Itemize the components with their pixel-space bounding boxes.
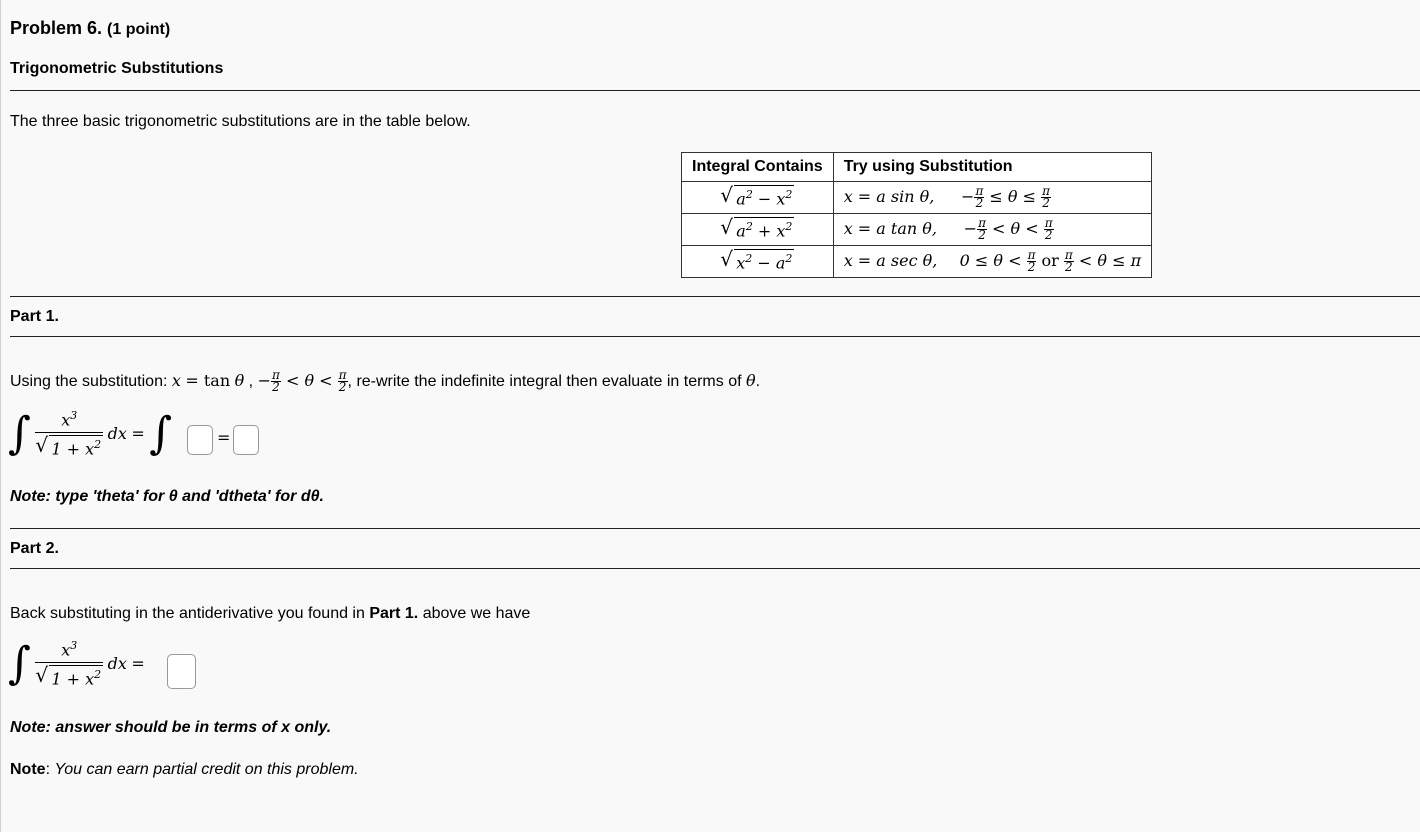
table-cell-substitution bbox=[833, 246, 1151, 278]
part2-heading: Part 2. bbox=[10, 540, 59, 557]
part2-text: Back substituting in the antiderivative you found in Part 1. above we have bbox=[10, 605, 531, 622]
partial-credit-note: Note: You can earn partial credit on this problem. bbox=[10, 761, 359, 778]
equals-sign: = bbox=[217, 428, 231, 447]
table-header-row bbox=[682, 153, 1152, 182]
divider bbox=[10, 568, 1420, 569]
part1-integrand-input[interactable] bbox=[187, 425, 213, 455]
table-header: Integral Contains bbox=[682, 153, 834, 182]
substitution-table bbox=[681, 152, 1152, 278]
intro-text: The three basic trigonometric substitutions are in the table below. bbox=[10, 113, 471, 130]
table-cell-substitution bbox=[833, 182, 1151, 214]
table-header: Try using Substitution bbox=[833, 153, 1151, 182]
divider bbox=[10, 296, 1420, 297]
part1-heading: Part 1. bbox=[10, 308, 59, 325]
page-left-border bbox=[0, 0, 1, 832]
substitution-formula: x = a tan θ, bbox=[843, 219, 937, 238]
theta-range: − $\frac{\pi}{2}$ ≤ θ ≤ $\frac{\pi}{2}$ bbox=[961, 184, 1051, 210]
substitution-formula: x = a sec θ, bbox=[843, 251, 938, 270]
table-cell-substitution bbox=[833, 214, 1151, 246]
divider bbox=[10, 528, 1420, 529]
part1-evaluated-input[interactable] bbox=[233, 425, 259, 455]
part1-instruction: Using the substitution: x = tan θ , − $\frac{\pi}{2}$ < θ < $\frac{\pi}{2}$ , re-write the indefinite integral then evaluate in terms of θ. bbox=[10, 368, 761, 394]
part2-integral: ∫ $x^3$ √ $1 + x^2$ dx = bbox=[8, 638, 145, 689]
problem-subtitle: Trigonometric Substitutions bbox=[10, 60, 224, 77]
part1-integral: ∫ $x^3$ √ $1 + x^2$ dx = ∫ bbox=[8, 408, 172, 459]
theta-range: − $\frac{\pi}{2}$ < θ < $\frac{\pi}{2}$ bbox=[963, 216, 1053, 242]
part1-note: Note: type 'theta' for θ and 'dtheta' for dθ. bbox=[10, 488, 324, 505]
part2-answer-input[interactable] bbox=[167, 654, 196, 689]
substitution-formula: x = a sin θ, bbox=[843, 187, 935, 206]
part2-note: Note: answer should be in terms of x only. bbox=[10, 719, 332, 736]
table-cell-contains: √ $a^2 + x^2$ bbox=[682, 214, 834, 246]
table-cell-contains: √ $x^2 - a^2$ bbox=[682, 246, 834, 278]
divider bbox=[10, 336, 1420, 337]
theta-range: 0 ≤ θ < $\frac{\pi}{2}$ or $\frac{\pi}{2}$ < θ ≤ π bbox=[959, 248, 1142, 274]
table-cell-contains: √ $a^2 - x^2$ bbox=[682, 182, 834, 214]
table-row bbox=[682, 182, 1152, 214]
divider bbox=[10, 90, 1420, 91]
problem-points: (1 point) bbox=[107, 21, 171, 38]
table-row bbox=[682, 214, 1152, 246]
problem-title: Problem 6. (1 point) bbox=[10, 18, 171, 38]
table-row bbox=[682, 246, 1152, 278]
